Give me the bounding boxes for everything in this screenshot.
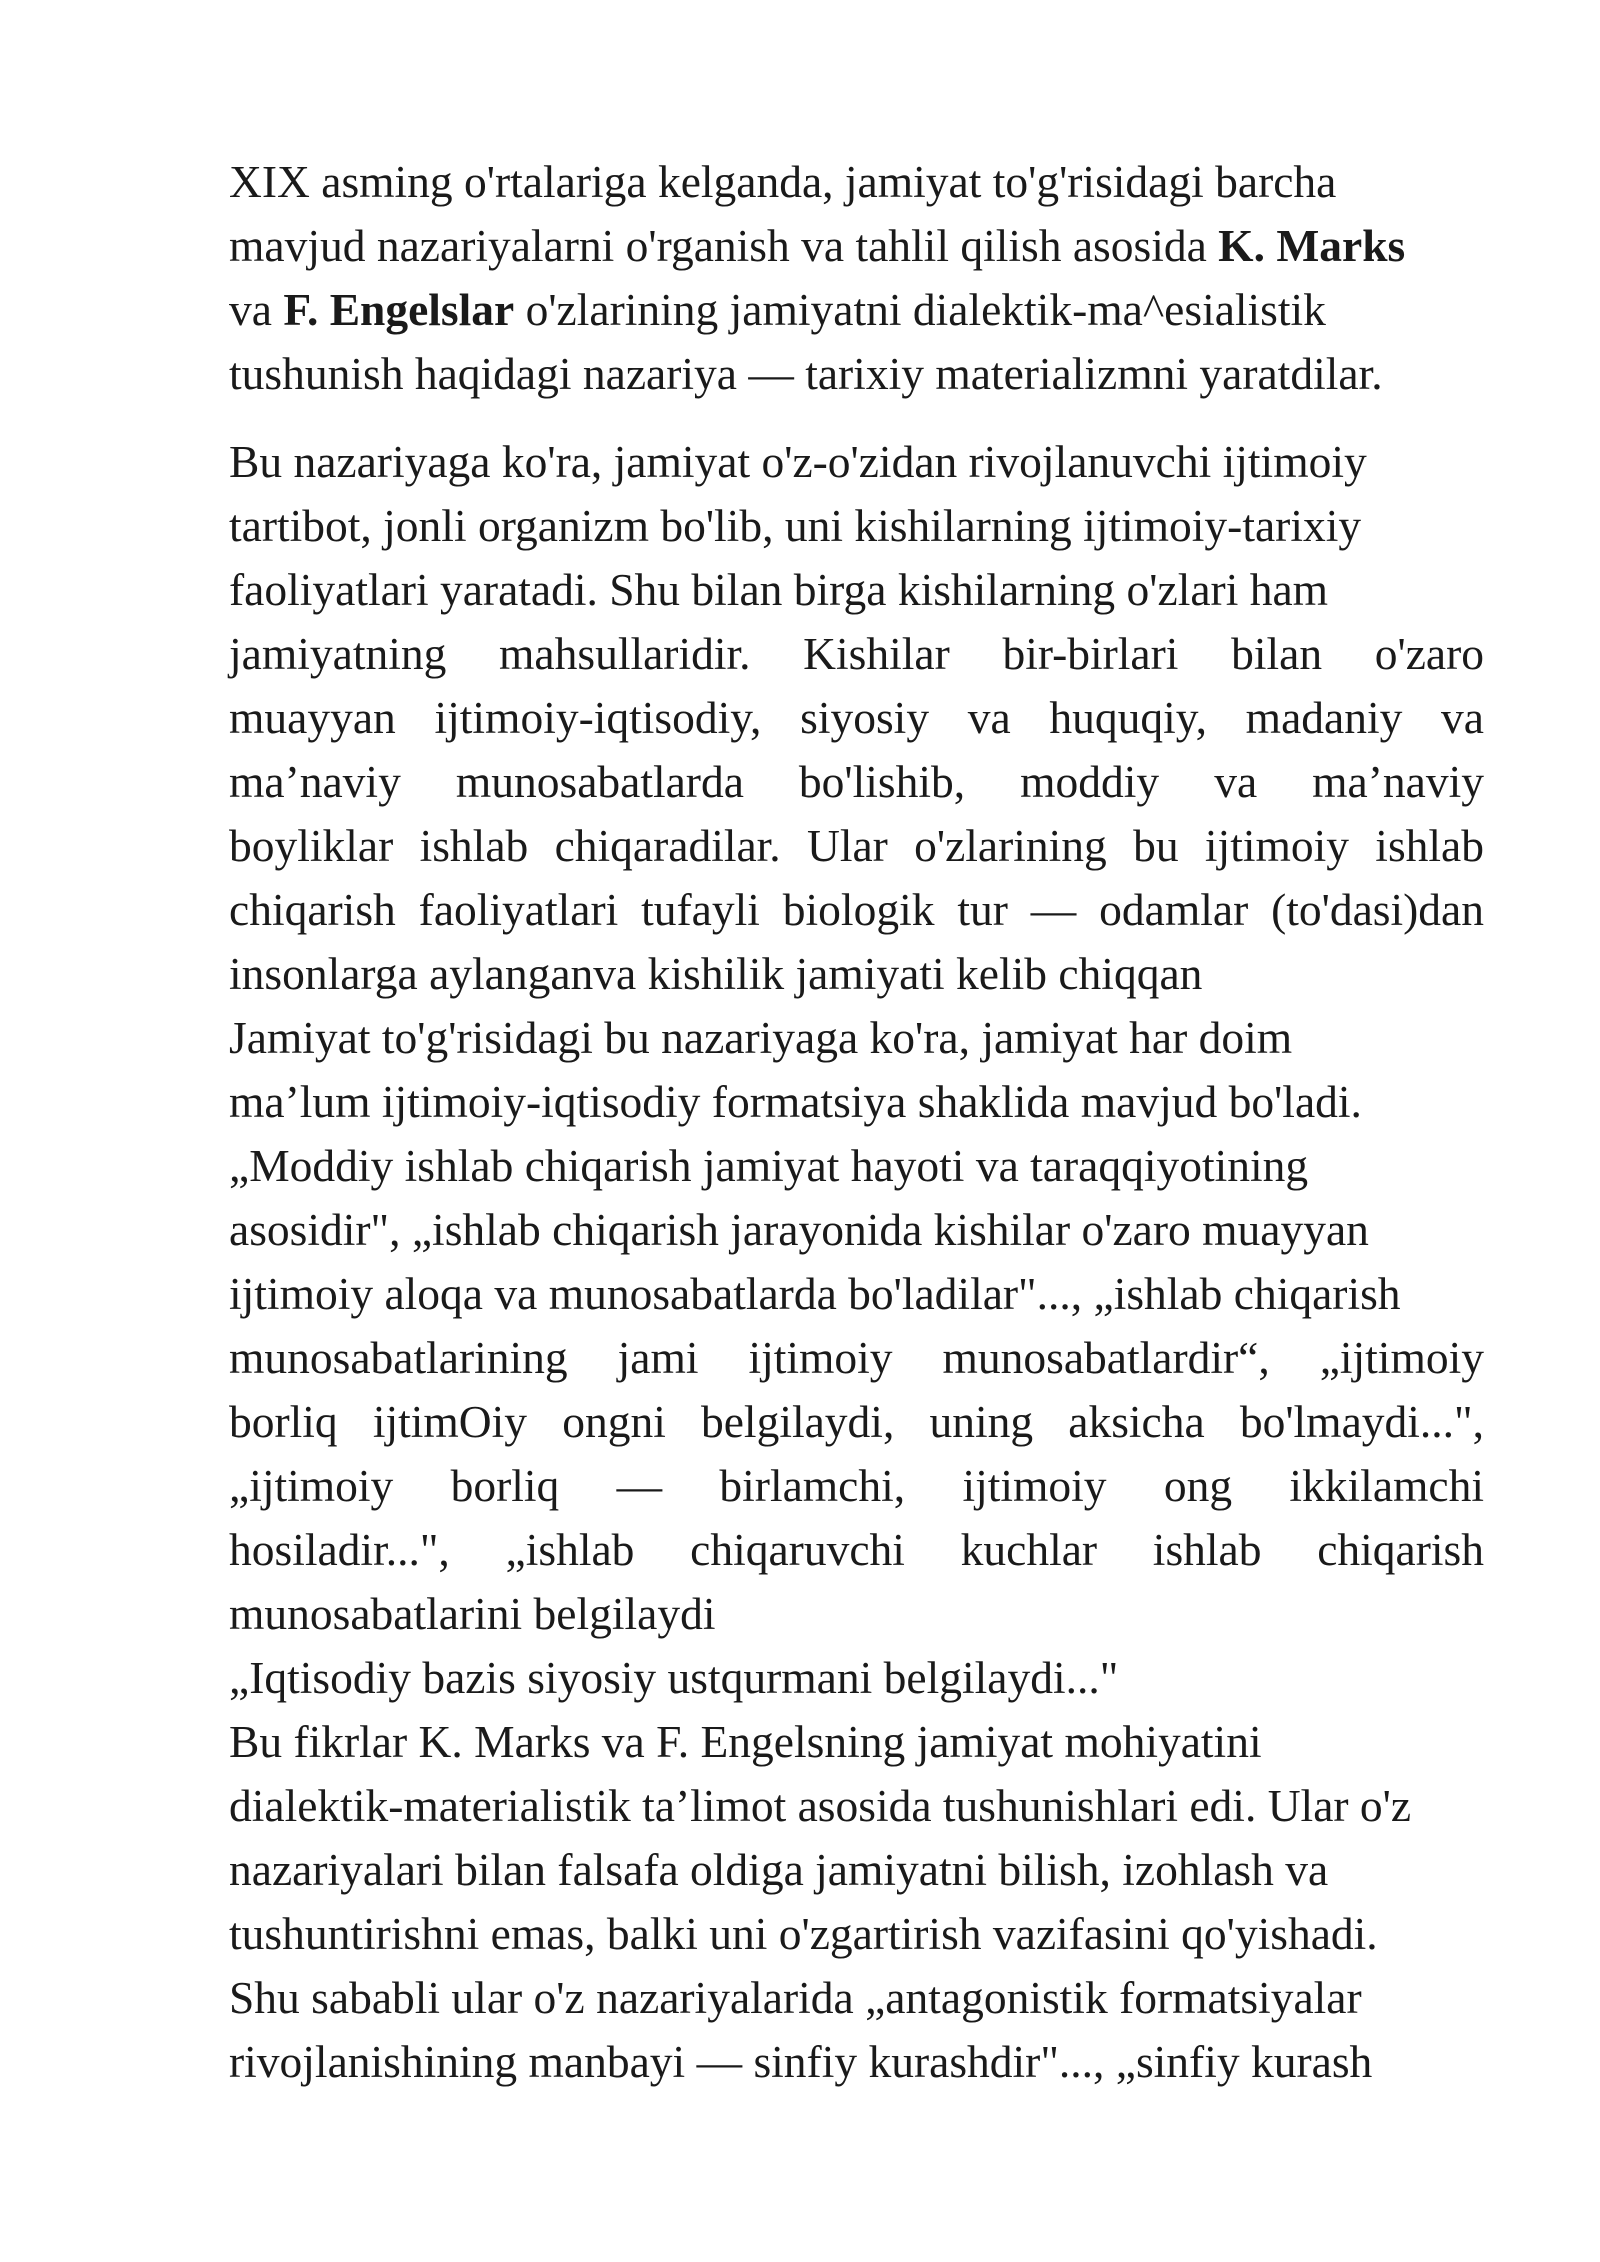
text-line: rivojlanishining manbayi — sinfiy kurashdir"..., „sinfiy kurash bbox=[229, 2036, 1373, 2087]
text-line: ma’lum ijtimoiy-iqtisodiy formatsiya shaklida mavjud bo'ladi. bbox=[229, 1076, 1362, 1127]
text-line: Bu nazariyaga ko'ra, jamiyat o'z-o'zidan rivojlanuvchi ijtimoiy bbox=[229, 436, 1367, 487]
text-line: tushunish haqidagi nazariya — tarixiy materializmni yaratdilar. bbox=[229, 348, 1383, 399]
text-line: „Moddiy ishlab chiqarish jamiyat hayoti va taraqqiyotining bbox=[229, 1140, 1309, 1191]
paragraph-5 bbox=[229, 1710, 1484, 2094]
text-span: va bbox=[229, 284, 284, 335]
text-span: mavjud nazariyalarni o'rganish va tahlil qilish asosida bbox=[229, 220, 1219, 271]
text-line: insonlarga aylanganva kishilik jamiyati kelib chiqqan bbox=[229, 948, 1203, 999]
text-line: ma’naviy munosabatlarda bo'lishib, moddiy va ma’naviy bbox=[229, 756, 1484, 807]
text-line: borliq ijtimOiy ongni belgilaydi, uning aksicha bo'lmaydi...", bbox=[229, 1396, 1484, 1447]
text-line: nazariyalari bilan falsafa oldiga jamiyatni bilish, izohlash va bbox=[229, 1844, 1329, 1895]
text-line: „ijtimoiy borliq — birlamchi, ijtimoiy ong ikkilamchi bbox=[229, 1460, 1484, 1511]
text-line: XIX asming o'rtalariga kelganda, jamiyat to'g'risidagi barcha bbox=[229, 156, 1337, 207]
text-line: hosiladir...", „ishlab chiqaruvchi kuchlar ishlab chiqarish bbox=[229, 1524, 1484, 1575]
text-line: „Iqtisodiy bazis siyosiy ustqurmani belgilaydi..." bbox=[229, 1652, 1119, 1703]
author-name-bold: K. Marks bbox=[1218, 220, 1406, 271]
text-line: boyliklar ishlab chiqaradilar. Ular o'zlarining bu ijtimoiy ishlab bbox=[229, 820, 1484, 871]
text-line: faoliyatlari yaratadi. Shu bilan birga kishilarning o'zlari ham bbox=[229, 564, 1329, 615]
text-line: Bu fikrlar K. Marks va F. Engelsning jamiyat mohiyatini bbox=[229, 1716, 1262, 1767]
text-line: Shu sababli ular o'z nazariyalarida „antagonistik formatsiyalar bbox=[229, 1972, 1362, 2023]
text-span: o'zlarining jamiyatni dialektik-ma^esialistik bbox=[514, 284, 1326, 335]
text-line: tushuntirishni emas, balki uni o'zgartirish vazifasini qo'yishadi. bbox=[229, 1908, 1378, 1959]
text-line: munosabatlarining jami ijtimoiy munosabatlardir“, „ijtimoiy bbox=[229, 1332, 1484, 1383]
text-line: muayyan ijtimoiy-iqtisodiy, siyosiy va huquqiy, madaniy va bbox=[229, 692, 1484, 743]
text-line: ijtimoiy aloqa va munosabatlarda bo'ladilar"..., „ishlab chiqarish bbox=[229, 1268, 1401, 1319]
text-line bbox=[229, 214, 1484, 278]
text-line: dialektik-materialistik ta’limot asosida tushunishlari edi. Ular o'z bbox=[229, 1780, 1412, 1831]
paragraph-1 bbox=[229, 150, 1484, 406]
text-line: munosabatlarini belgilaydi bbox=[229, 1588, 716, 1639]
text-line: tartibot, jonli organizm bo'lib, uni kishilarning ijtimoiy-tarixiy bbox=[229, 500, 1362, 551]
text-line: asosidir", „ishlab chiqarish jarayonida kishilar o'zaro muayyan bbox=[229, 1204, 1369, 1255]
author-name-bold: F. Engelslar bbox=[283, 284, 515, 335]
document-body bbox=[229, 150, 1484, 2094]
text-line: Jamiyat to'g'risidagi bu nazariyaga ko'ra, jamiyat har doim bbox=[229, 1012, 1293, 1063]
text-line: jamiyatning mahsullaridir. Kishilar bir-birlari bilan o'zaro bbox=[229, 628, 1484, 679]
paragraph-3 bbox=[229, 1006, 1484, 1646]
text-line bbox=[229, 278, 1484, 342]
paragraph-4 bbox=[229, 1646, 1484, 1710]
text-line: chiqarish faoliyatlari tufayli biologik tur — odamlar (to'dasi)dan bbox=[229, 884, 1484, 935]
paragraph-2 bbox=[229, 430, 1484, 1006]
